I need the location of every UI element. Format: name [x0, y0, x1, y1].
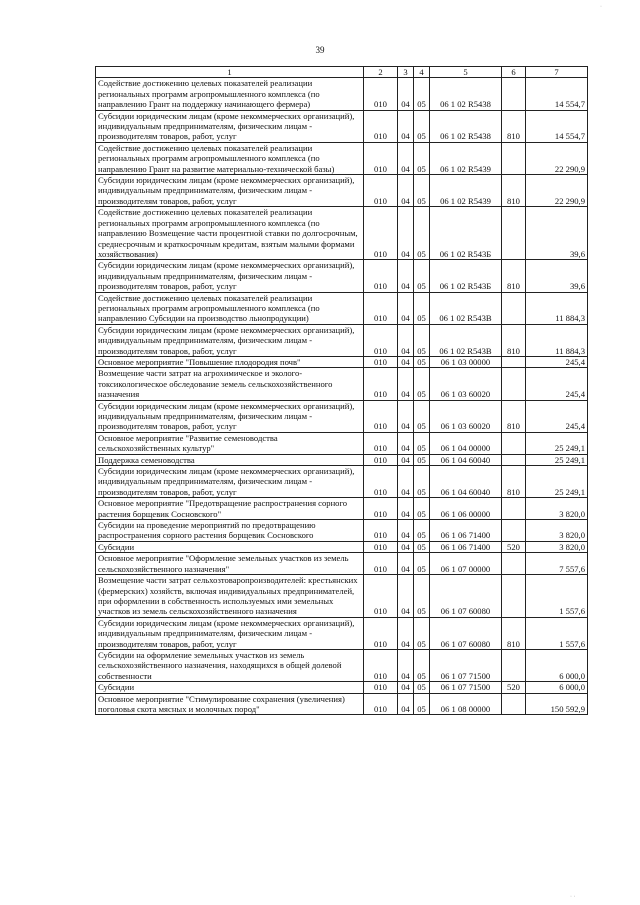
section-code-cell: 04	[398, 175, 414, 207]
target-code-cell: 06 1 08 00000	[430, 693, 502, 715]
subsection-code-cell: 05	[414, 553, 430, 575]
section-code-cell: 04	[398, 693, 414, 715]
expense-type-cell: 520	[502, 541, 526, 552]
header-cell: 4	[414, 67, 430, 78]
row-name-cell: Субсидии на проведение мероприятий по предотвращению распространения сорного растения борщевик Сосновского	[96, 520, 364, 542]
subsection-code-cell: 05	[414, 466, 430, 498]
target-code-cell: 06 1 06 71400	[430, 520, 502, 542]
section-code-cell: 04	[398, 520, 414, 542]
target-code-cell: 06 1 07 71500	[430, 682, 502, 693]
table-row	[96, 207, 588, 260]
target-code-cell: 06 1 02 R5438	[430, 110, 502, 142]
table-row	[96, 520, 588, 542]
row-name-cell: Содействие достижению целевых показателей реализации региональных программ агропромышленного комплекса (по направлению Грант на поддержку начинающего фермера)	[96, 78, 364, 110]
expense-type-cell	[502, 693, 526, 715]
table-row	[96, 541, 588, 552]
subsection-code-cell: 05	[414, 541, 430, 552]
subsection-code-cell: 05	[414, 142, 430, 174]
expense-type-cell: 810	[502, 617, 526, 649]
amount-cell: 25 249,1	[526, 432, 588, 454]
row-name-cell: Основное мероприятие "Повышение плодородия почв"	[96, 356, 364, 367]
target-code-cell: 06 1 02 R5439	[430, 175, 502, 207]
ministry-code-cell: 010	[364, 260, 398, 292]
row-name-cell: Основное мероприятие "Предотвращение распространения сорного растения борщевик Сосновского"	[96, 498, 364, 520]
amount-cell: 11 884,3	[526, 292, 588, 324]
ministry-code-cell: 010	[364, 575, 398, 618]
subsection-code-cell: 05	[414, 292, 430, 324]
target-code-cell: 06 1 02 R543Б	[430, 207, 502, 260]
row-name-cell: Субсидии юридическим лицам (кроме некоммерческих организаций), индивидуальным предпринимателям, физическим лицам - производителям товаров, работ, услуг	[96, 400, 364, 432]
row-name-cell: Субсидии юридическим лицам (кроме некоммерческих организаций), индивидуальным предпринимателям, физическим лицам - производителям товаров, работ, услуг	[96, 110, 364, 142]
amount-cell: 150 592,9	[526, 693, 588, 715]
section-code-cell: 04	[398, 356, 414, 367]
target-code-cell: 06 1 02 R5439	[430, 142, 502, 174]
subsection-code-cell: 05	[414, 693, 430, 715]
target-code-cell: 06 1 04 60040	[430, 466, 502, 498]
amount-cell: 14 554,7	[526, 110, 588, 142]
ministry-code-cell: 010	[364, 682, 398, 693]
section-code-cell: 04	[398, 324, 414, 356]
ministry-code-cell: 010	[364, 498, 398, 520]
subsection-code-cell: 05	[414, 682, 430, 693]
ministry-code-cell: 010	[364, 454, 398, 465]
ministry-code-cell: 010	[364, 466, 398, 498]
ministry-code-cell: 010	[364, 693, 398, 715]
subsection-code-cell: 05	[414, 520, 430, 542]
expense-type-cell: 810	[502, 400, 526, 432]
row-name-cell: Субсидии	[96, 682, 364, 693]
expense-type-cell: 810	[502, 175, 526, 207]
expense-type-cell	[502, 454, 526, 465]
table-row	[96, 110, 588, 142]
section-code-cell: 04	[398, 498, 414, 520]
expense-type-cell	[502, 78, 526, 110]
section-code-cell: 04	[398, 207, 414, 260]
expense-type-cell: 520	[502, 682, 526, 693]
section-code-cell: 04	[398, 78, 414, 110]
expense-type-cell	[502, 432, 526, 454]
amount-cell: 1 557,6	[526, 575, 588, 618]
expense-type-cell	[502, 292, 526, 324]
ministry-code-cell: 010	[364, 368, 398, 400]
row-name-cell: Возмещение части затрат сельхозтоваропроизводителей: крестьянских (фермерских) хозяйств, включая индивидуальных предпринимателей, при оформлении в собственность используемых ими земельных участков из земель сельскохозяйственного назначения	[96, 575, 364, 618]
row-name-cell: Поддержка семеноводства	[96, 454, 364, 465]
table-row	[96, 260, 588, 292]
section-code-cell: 04	[398, 400, 414, 432]
subsection-code-cell: 05	[414, 78, 430, 110]
subsection-code-cell: 05	[414, 649, 430, 681]
table-row	[96, 553, 588, 575]
row-name-cell: Содействие достижению целевых показателей реализации региональных программ агропромышленного комплекса (по направлению Субсидии на производство льнопродукции)	[96, 292, 364, 324]
amount-cell: 6 000,0	[526, 682, 588, 693]
target-code-cell: 06 1 02 R543Б	[430, 260, 502, 292]
expense-type-cell	[502, 207, 526, 260]
section-code-cell: 04	[398, 260, 414, 292]
subsection-code-cell: 05	[414, 617, 430, 649]
amount-cell: 22 290,9	[526, 175, 588, 207]
header-cell: 7	[526, 67, 588, 78]
amount-cell: 14 554,7	[526, 78, 588, 110]
expense-type-cell: 810	[502, 110, 526, 142]
expense-type-cell	[502, 575, 526, 618]
table-row	[96, 466, 588, 498]
scan-artifact-top: ·	[600, 4, 602, 10]
amount-cell: 22 290,9	[526, 142, 588, 174]
ministry-code-cell: 010	[364, 432, 398, 454]
section-code-cell: 04	[398, 454, 414, 465]
table-row	[96, 356, 588, 367]
row-name-cell: Основное мероприятие "Стимулирование сохранения (увеличения) поголовья скота мясных и молочных пород"	[96, 693, 364, 715]
amount-cell: 3 820,0	[526, 541, 588, 552]
table-row	[96, 78, 588, 110]
subsection-code-cell: 05	[414, 207, 430, 260]
header-cell: 1	[96, 67, 364, 78]
amount-cell: 39,6	[526, 207, 588, 260]
expense-type-cell	[502, 498, 526, 520]
table-row	[96, 400, 588, 432]
amount-cell: 39,6	[526, 260, 588, 292]
ministry-code-cell: 010	[364, 110, 398, 142]
ministry-code-cell: 010	[364, 520, 398, 542]
table-row	[96, 292, 588, 324]
ministry-code-cell: 010	[364, 207, 398, 260]
table-row	[96, 693, 588, 715]
section-code-cell: 04	[398, 682, 414, 693]
section-code-cell: 04	[398, 142, 414, 174]
table-row	[96, 175, 588, 207]
section-code-cell: 04	[398, 541, 414, 552]
table-row	[96, 368, 588, 400]
amount-cell: 245,4	[526, 400, 588, 432]
amount-cell: 6 000,0	[526, 649, 588, 681]
ministry-code-cell: 010	[364, 324, 398, 356]
table-row	[96, 454, 588, 465]
section-code-cell: 04	[398, 575, 414, 618]
subsection-code-cell: 05	[414, 400, 430, 432]
target-code-cell: 06 1 03 00000	[430, 356, 502, 367]
amount-cell: 245,4	[526, 368, 588, 400]
target-code-cell: 06 1 06 00000	[430, 498, 502, 520]
target-code-cell: 06 1 07 00000	[430, 553, 502, 575]
expense-type-cell	[502, 649, 526, 681]
row-name-cell: Субсидии юридическим лицам (кроме некоммерческих организаций), индивидуальным предпринимателям, физическим лицам - производителям товаров, работ, услуг	[96, 324, 364, 356]
amount-cell: 11 884,3	[526, 324, 588, 356]
target-code-cell: 06 1 03 60020	[430, 400, 502, 432]
target-code-cell: 06 1 02 R543В	[430, 292, 502, 324]
target-code-cell: 06 1 06 71400	[430, 541, 502, 552]
subsection-code-cell: 05	[414, 498, 430, 520]
ministry-code-cell: 010	[364, 553, 398, 575]
section-code-cell: 04	[398, 292, 414, 324]
ministry-code-cell: 010	[364, 142, 398, 174]
scan-artifact-bottom: · ·	[570, 894, 576, 900]
expense-type-cell: 810	[502, 260, 526, 292]
row-name-cell: Субсидии на оформление земельных участков из земель сельскохозяйственного назначения, находящихся в общей долевой собственности	[96, 649, 364, 681]
ministry-code-cell: 010	[364, 175, 398, 207]
expense-type-cell	[502, 142, 526, 174]
ministry-code-cell: 010	[364, 78, 398, 110]
header-row	[96, 67, 588, 78]
subsection-code-cell: 05	[414, 368, 430, 400]
row-name-cell: Содействие достижению целевых показателей реализации региональных программ агропромышленного комплекса (по направлению Возмещение части процентной ставки по долгосрочным, среднесрочным и краткосрочным кредитам, взятым малыми формами хозяйствования)	[96, 207, 364, 260]
subsection-code-cell: 05	[414, 324, 430, 356]
section-code-cell: 04	[398, 649, 414, 681]
table-row	[96, 575, 588, 618]
row-name-cell: Субсидии юридическим лицам (кроме некоммерческих организаций), индивидуальным предпринимателям, физическим лицам - производителям товаров, работ, услуг	[96, 260, 364, 292]
header-cell: 2	[364, 67, 398, 78]
expense-type-cell: 810	[502, 466, 526, 498]
expense-type-cell	[502, 520, 526, 542]
budget-table	[95, 66, 588, 715]
target-code-cell: 06 1 07 71500	[430, 649, 502, 681]
target-code-cell: 06 1 07 60080	[430, 575, 502, 618]
section-code-cell: 04	[398, 432, 414, 454]
page-number: 39	[315, 45, 325, 55]
section-code-cell: 04	[398, 110, 414, 142]
ministry-code-cell: 010	[364, 649, 398, 681]
subsection-code-cell: 05	[414, 260, 430, 292]
ministry-code-cell: 010	[364, 617, 398, 649]
expense-type-cell	[502, 368, 526, 400]
row-name-cell: Субсидии	[96, 541, 364, 552]
row-name-cell: Содействие достижению целевых показателей реализации региональных программ агропромышленного комплекса (по направлению Грант на развитие материально-технической базы)	[96, 142, 364, 174]
section-code-cell: 04	[398, 466, 414, 498]
subsection-code-cell: 05	[414, 432, 430, 454]
ministry-code-cell: 010	[364, 541, 398, 552]
amount-cell: 3 820,0	[526, 520, 588, 542]
amount-cell: 7 557,6	[526, 553, 588, 575]
subsection-code-cell: 05	[414, 356, 430, 367]
header-cell: 5	[430, 67, 502, 78]
header-cell: 3	[398, 67, 414, 78]
amount-cell: 245,4	[526, 356, 588, 367]
subsection-code-cell: 05	[414, 454, 430, 465]
subsection-code-cell: 05	[414, 575, 430, 618]
target-code-cell: 06 1 04 00000	[430, 432, 502, 454]
row-name-cell: Субсидии юридическим лицам (кроме некоммерческих организаций), индивидуальным предпринимателям, физическим лицам - производителям товаров, работ, услуг	[96, 617, 364, 649]
target-code-cell: 06 1 02 R5438	[430, 78, 502, 110]
target-code-cell: 06 1 02 R543В	[430, 324, 502, 356]
target-code-cell: 06 1 04 60040	[430, 454, 502, 465]
amount-cell: 3 820,0	[526, 498, 588, 520]
table-row	[96, 649, 588, 681]
subsection-code-cell: 05	[414, 175, 430, 207]
ministry-code-cell: 010	[364, 400, 398, 432]
header-cell: 6	[502, 67, 526, 78]
expense-type-cell	[502, 553, 526, 575]
row-name-cell: Основное мероприятие "Развитие семеноводства сельскохозяйственных культур"	[96, 432, 364, 454]
target-code-cell: 06 1 03 60020	[430, 368, 502, 400]
ministry-code-cell: 010	[364, 356, 398, 367]
section-code-cell: 04	[398, 368, 414, 400]
table-row	[96, 682, 588, 693]
table-row	[96, 324, 588, 356]
row-name-cell: Основное мероприятие "Оформление земельных участков из земель сельскохозяйственного назначения"	[96, 553, 364, 575]
amount-cell: 25 249,1	[526, 454, 588, 465]
row-name-cell: Возмещение части затрат на агрохимическое и эколого-токсикологическое обследование земель сельскохозяйственного назначения	[96, 368, 364, 400]
row-name-cell: Субсидии юридическим лицам (кроме некоммерческих организаций), индивидуальным предпринимателям, физическим лицам - производителям товаров, работ, услуг	[96, 466, 364, 498]
section-code-cell: 04	[398, 617, 414, 649]
expense-type-cell	[502, 356, 526, 367]
target-code-cell: 06 1 07 60080	[430, 617, 502, 649]
ministry-code-cell: 010	[364, 292, 398, 324]
table-row	[96, 432, 588, 454]
table-row	[96, 498, 588, 520]
section-code-cell: 04	[398, 553, 414, 575]
subsection-code-cell: 05	[414, 110, 430, 142]
expense-type-cell: 810	[502, 324, 526, 356]
amount-cell: 1 557,6	[526, 617, 588, 649]
row-name-cell: Субсидии юридическим лицам (кроме некоммерческих организаций), индивидуальным предпринимателям, физическим лицам - производителям товаров, работ, услуг	[96, 175, 364, 207]
amount-cell: 25 249,1	[526, 466, 588, 498]
table-row	[96, 617, 588, 649]
table-row	[96, 142, 588, 174]
